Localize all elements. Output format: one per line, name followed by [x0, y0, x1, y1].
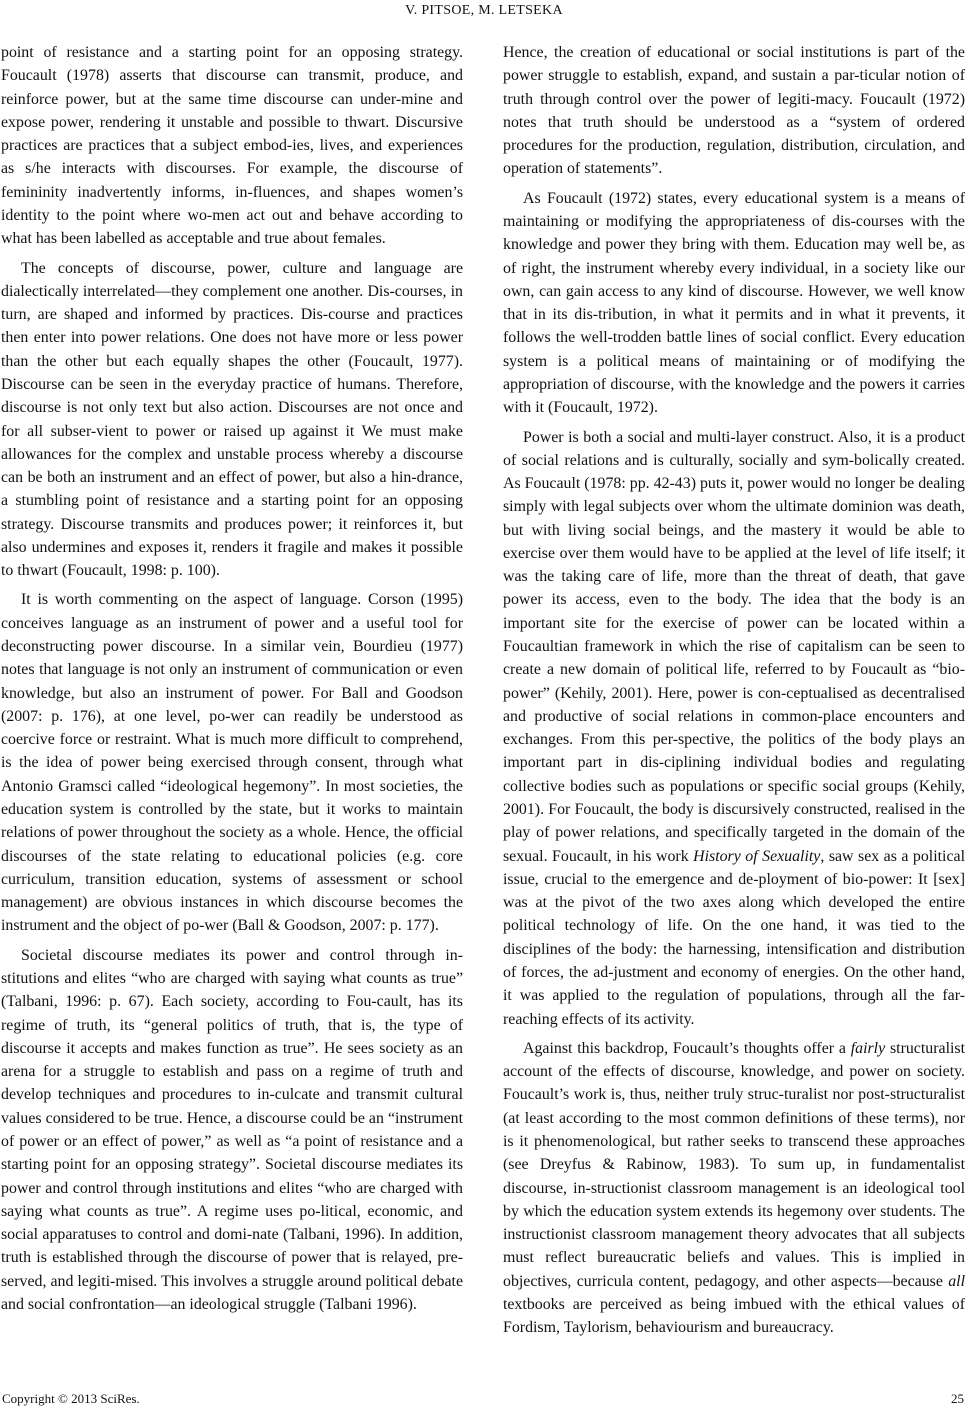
- paragraph-text: Against this backdrop, Foucault’s thoughts offer a: [523, 1039, 846, 1057]
- paragraph: [503, 1037, 965, 1340]
- left-column: [1, 41, 463, 1322]
- paragraph-text: textbooks are perceived as being imbued with the ethical values of Fordism, Taylorism, behaviourism and bureaucracy.: [503, 1295, 965, 1337]
- page-number: 25: [951, 1391, 964, 1406]
- paragraph: Societal discourse mediates its power and control through in-stitutions and elites “who are charged with saying what counts as true” (Talbani, 1996: p. 67). Each society, according to Fou-cault, has its regime of truth, its “general politics of truth, that is, the type of discourse it accepts and makes function as true”. He sees society as an arena for a struggle to establish and pass on a regime of truth and develop techniques and procedures to in-culcate and transmit cultural values considered to be true. Hence, a discourse could be an “instrument of power or an effect of power,” as well as “a point of resistance and a starting point for an opposing strategy”. Societal discourse mediates its power and control through institutions and elites “who are charged with saying what counts as true”. A regime uses po-litical, economic, and social apparatuses to control and domi-nate (Talbani, 1996). In addition, truth is established through the discourse of power that is relayed, pre-served, and legiti-mised. This involves a struggle around political debate and social confrontation—an ideological struggle (Talbani 1996).: [1, 946, 463, 1313]
- paragraph: The concepts of discourse, power, culture and language are dialectically interrelated—they complement one another. Dis-courses, in turn, are shaped and informed by practices. Dis-course and practices then enter into power relations. One does not have more or less power than the other but each equally shapes the other (Foucault, 1977). Discourse can be seen in the everyday practice of humans. Therefore, discourse is not only text but also action. Discourses are not once and for all subser-vient to power or raised up against it We must make allowances for the complex and unstable process whereby a discourse can be both an instrument and an effect of power, but also a hin-drance, a stumbling point of resistance and a starting point for an opposing strategy. Discourse transmits and produces power; it reinforces it, but also undermines and exposes it, renders it fragile and makes it possible to thwart (Foucault, 1998: p. 100).: [1, 259, 463, 580]
- paragraph-text: structuralist account of the effects of discourse, knowledge, and power on society. Foucault’s work is, thus, neither truly struc-turalist nor post-structuralist (at least according to the most common definitions of these terms), nor is it phenomenological, but rather seeks to transcend these approaches (see Dreyfus & Rabinow, 1983). To sum up, in fundamentalist discourse, in-structionist classroom management is an ideological tool by which the education system extends its hegemony over students. The instructionist classroom management theory advocates that all subjects must reflect bureaucratic beliefs and values. This is implied in objectives, curricula content, pedagogy, and other aspects—because: [503, 1039, 965, 1290]
- emphasis: all: [948, 1272, 965, 1290]
- running-header: V. PITSOE, M. LETSEKA: [405, 3, 563, 18]
- paragraph: Hence, the creation of educational or social institutions is part of the power struggle to establish, expand, and sustain a par-ticular notion of truth through control over the power of legiti-macy. Foucault (1972) notes that truth should be understood as a “system of ordered procedures for the production, regulation, distribution, circulation, and operation of statements”.: [503, 44, 965, 178]
- right-column: [503, 41, 965, 1345]
- paragraph: It is worth commenting on the aspect of language. Corson (1995) conceives language as an instrument of power and a useful tool for deconstructing power discourse. In a similar vein, Bourdieu (1977) notes that language is not only an instrument of communication or even knowledge, but also an instrument of power. For Ball and Goodson (2007: p. 176), at one level, po-wer can readily be understood as coercive force or restraint. What is much more difficult to comprehend, is the idea of power being exercised through consent, through what Antonio Gramsci called “ideological hegemony”. In most societies, the education system is controlled by the state, but it works to maintain relations of power throughout the society as a whole. Hence, the official discourses of the state relating to educational policies (e.g. core curriculum, transition education, systems of assessment or school management) are obvious instances in which discourse becomes the instrument and the object of po-wer (Ball & Goodson, 2007: p. 177).: [1, 591, 463, 935]
- book-title: History of Sexuality: [693, 847, 821, 865]
- copyright-footer: Copyright © 2013 SciRes.: [2, 1391, 140, 1406]
- paragraph-text: Power is both a social and multi-layer construct. Also, it is a product of social relations and is culturally, socially and sym-bolically created. As Foucault (1978: pp. 42-43) puts it, power would no longer be dealing simply with legal subjects over whom the ultimate dominion was death, but with living social beings, and the mastery it would be able to exercise over them would have to be applied at the level of life itself; it was the taking care of life, more than the threat of death, that gave power its access, even to the body. The idea that the body is an important site for the exercise of power can be located within a Foucaultian framework in which the rise of capitalism can be seen to create a new domain of political life, referred to by Foucault as “bio-power” (Kehily, 2001). Here, power is con-ceptualised as decentralised and productive of social relations in common-place encounters and exchanges. From this per-spective, the politics of the body plays an important part in dis-ciplining individual bodies and regulating collective bodies such as populations or specific social groups (Kehily, 2001). For Foucault, the body is discursively constructed, realised in the play of power relations, and specifically targeted in the domain of the sexual. Foucault, in his work: [503, 428, 965, 865]
- paragraph-text: , saw sex as a political issue, crucial to the emergence and de-ployment of bio-power: It [sex] was at the pivot of the two axes along which developed the entire political technology of life. On the one hand, it was tied to the disciplines of the body: the harnessing, intensification and distribution of forces, the ad-justment and economy of energies. On the other hand, it was applied to the regulation of populations, through all the far-reaching effects of its activity.: [503, 847, 965, 1028]
- paragraph: As Foucault (1972) states, every educational system is a means of maintaining or modifying the appropriateness of dis-courses with the knowledge and power they bring with them. Education may well be, as of right, the instrument whereby every individual, in a society like our own, can gain access to any kind of discourse. However, we well know that in its dis-tribution, in what it permits and in what it prevents, it follows the well-trodden battle lines of social conflict. Every education system is a political means of maintaining or of modifying the appropriation of discourse, with the knowledge and the powers it carries with it (Foucault, 1972).: [503, 189, 965, 417]
- paragraph: point of resistance and a starting point for an opposing strategy. Foucault (1978) asserts that discourse can transmit, produce, and reinforce power, but at the same time discourse can under-mine and expose power, rendering it unstable and possible to thwart. Discursive practices are practices that a subject embod-ies, lives, and experiences as s/he interacts with discourses. For example, the discourse of femininity inadvertently informs, in-fluences, and shapes women’s identity to the point where wo-men act out and behave according to what has been labelled as acceptable and true about females.: [1, 44, 463, 248]
- emphasis: fairly: [850, 1039, 886, 1057]
- paragraph: [503, 426, 965, 1031]
